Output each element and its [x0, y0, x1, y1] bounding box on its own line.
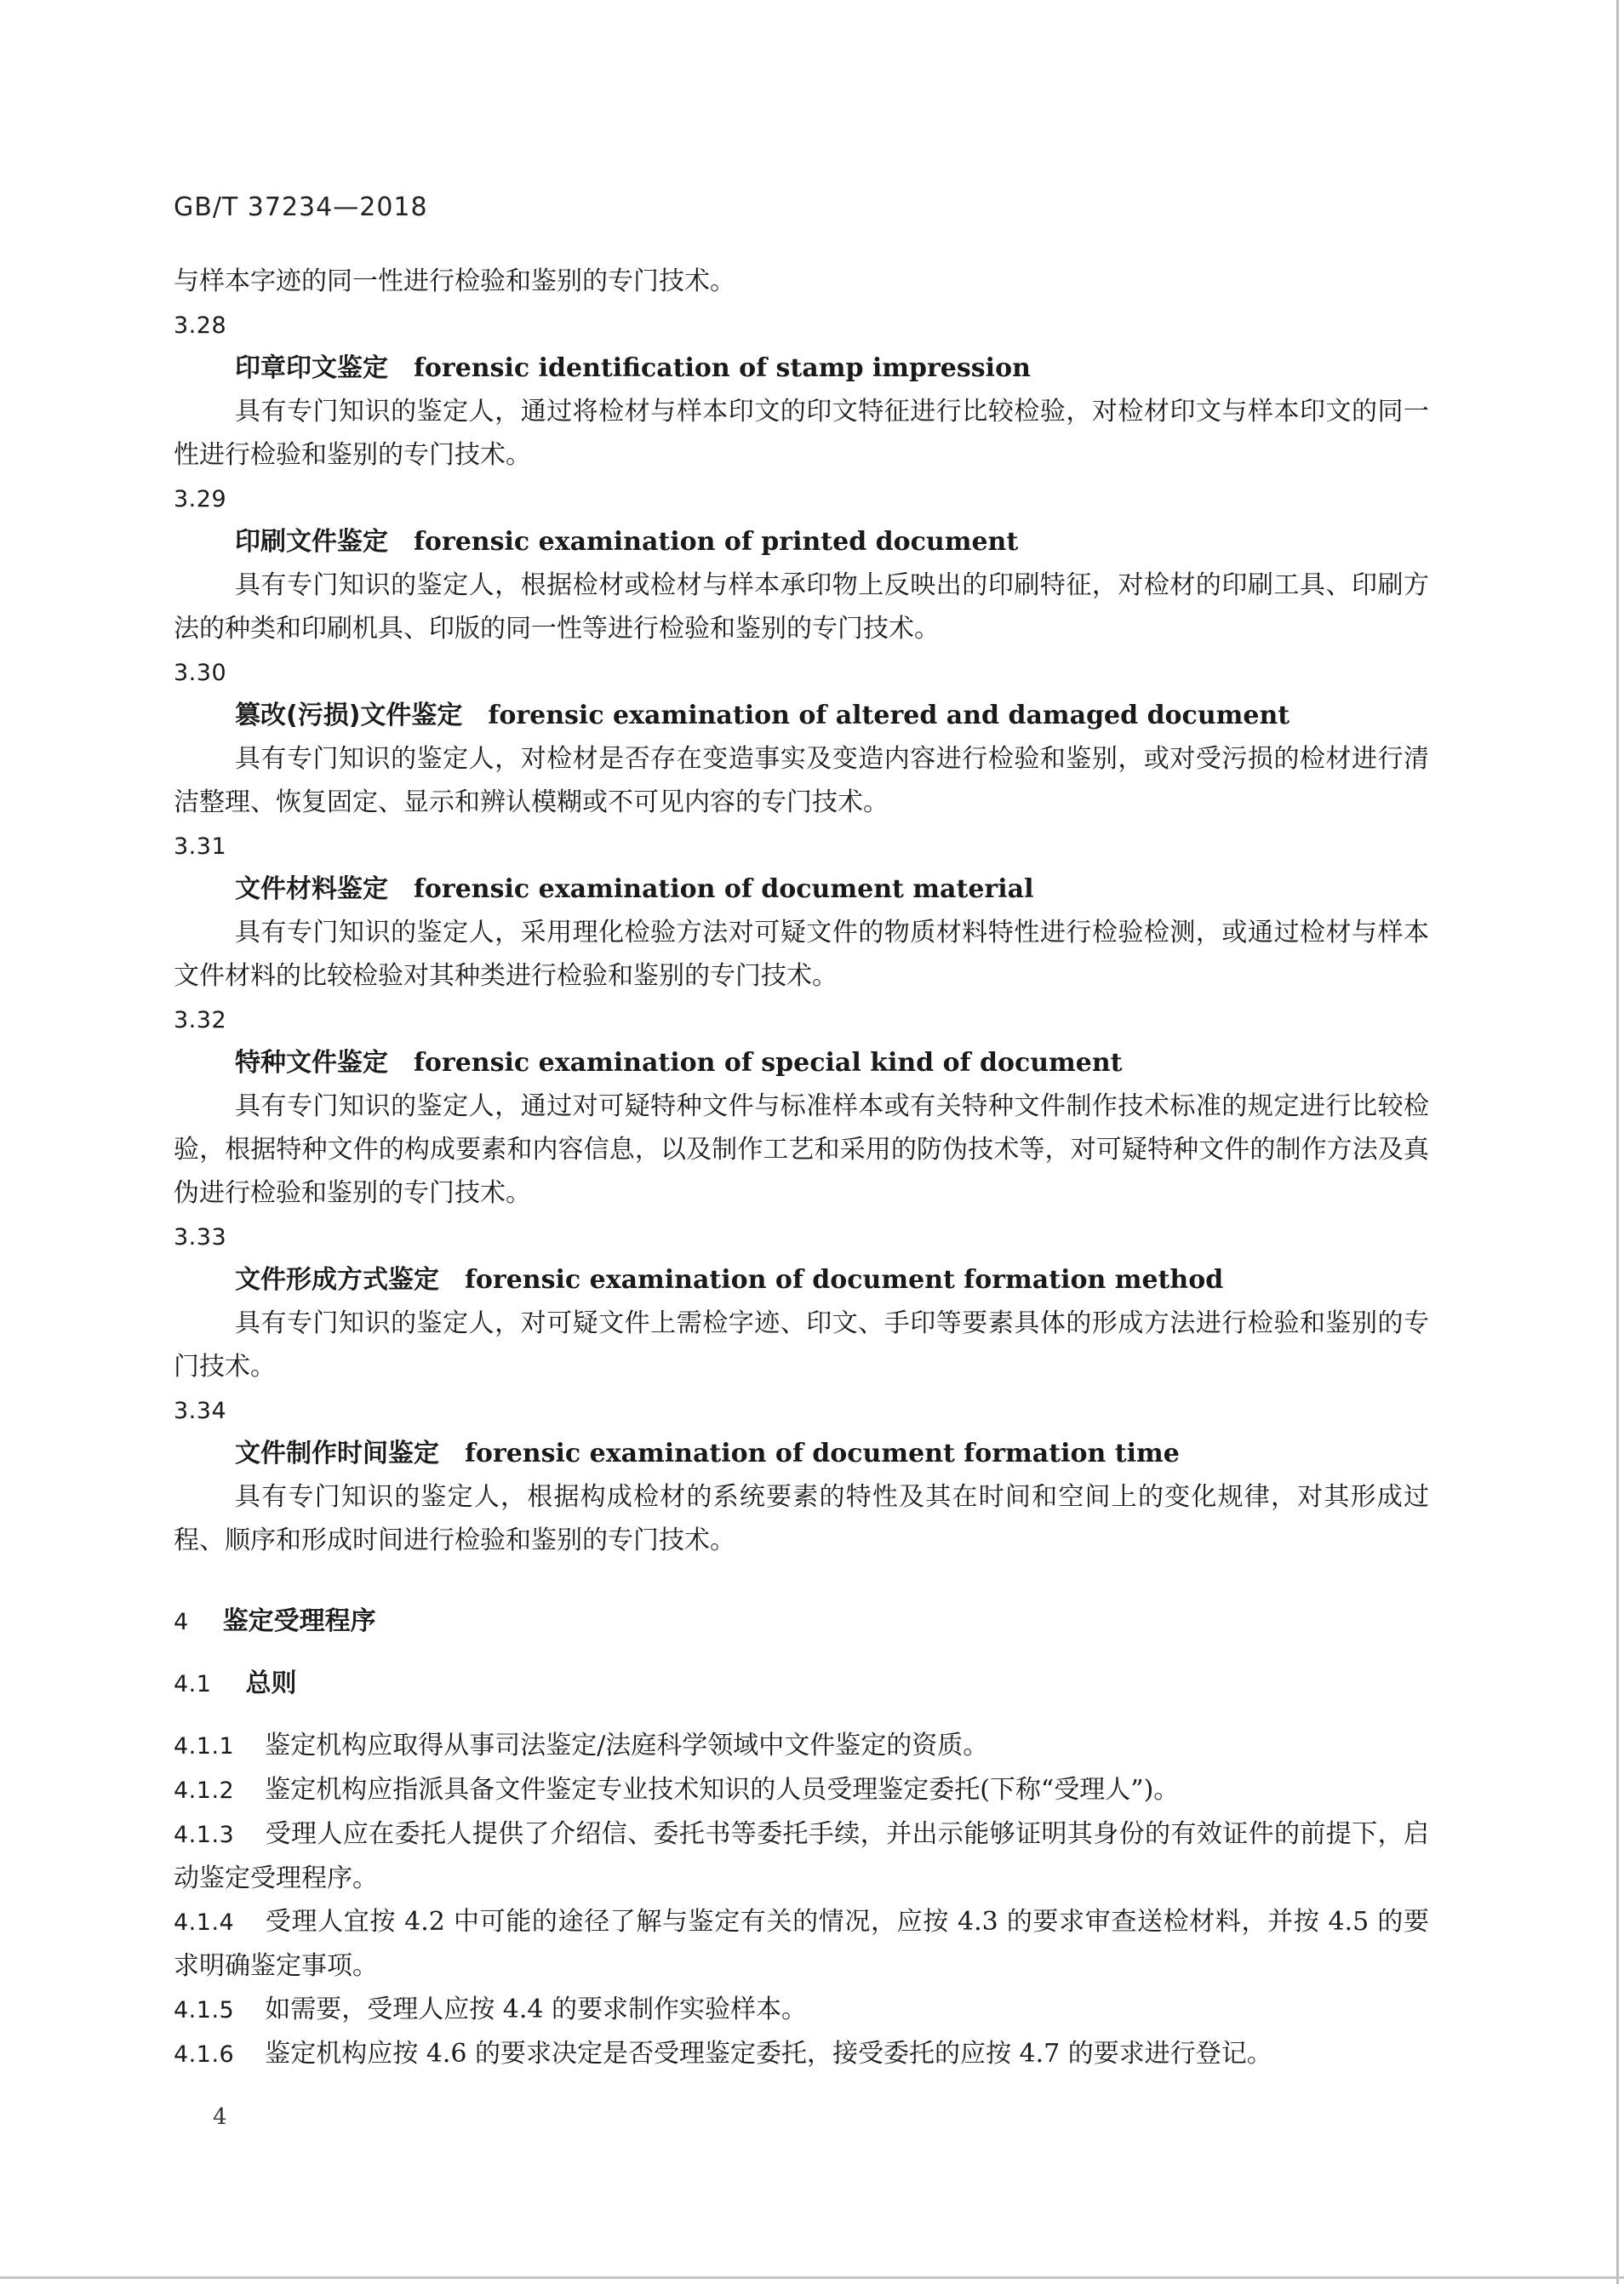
clause	[174, 2032, 1429, 2076]
clause-number: 4.1.1	[174, 1733, 235, 1760]
term-entry	[174, 477, 1429, 650]
term-zh: 文件材料鉴定	[235, 874, 388, 904]
term-definition: 具有专门知识的鉴定人，通过将检材与样本印文的印文特征进行比较检验，对检材印文与样本印文的同一性进行检验和鉴别的专门技术。	[174, 397, 1429, 470]
clause-number: 4.1.5	[174, 1997, 235, 2024]
clause-text: 鉴定机构应取得从事司法鉴定/法庭科学领域中文件鉴定的资质。	[265, 1731, 989, 1760]
section-heading	[174, 1600, 1429, 1643]
term-en: forensic examination of document formation time	[465, 1439, 1180, 1468]
clause-number: 4.1.2	[174, 1777, 235, 1804]
term-entry	[174, 998, 1429, 1215]
term-number: 3.28	[174, 312, 227, 339]
section-title: 鉴定受理程序	[222, 1606, 376, 1636]
clause	[174, 1988, 1429, 2032]
clause-text: 受理人应在委托人提供了介绍信、委托书等委托手续，并出示能够证明其身份的有效证件的前提下，启动鉴定受理程序。	[174, 1819, 1429, 1893]
subsection-title: 总则	[245, 1669, 297, 1698]
page-number: 4	[213, 2104, 227, 2130]
term-en: forensic examination of document formation method	[465, 1265, 1224, 1295]
term-number: 3.32	[174, 1007, 227, 1033]
term-number: 3.29	[174, 486, 227, 512]
document-header: GB/T 37234—2018	[174, 192, 428, 222]
term-entry	[174, 1215, 1429, 1388]
term-zh: 印章印文鉴定	[235, 353, 388, 383]
subsection-heading	[174, 1662, 1429, 1705]
clause	[174, 1724, 1429, 1768]
term-en: forensic examination of document material	[414, 874, 1034, 904]
term-number: 3.34	[174, 1398, 227, 1424]
term-en: forensic examination of altered and damaged document	[488, 701, 1290, 730]
term-entry	[174, 1388, 1429, 1562]
clause-number: 4.1.4	[174, 1909, 235, 1936]
page-edge-right	[1616, 0, 1619, 2284]
intro-line: 与样本字迹的同一性进行检验和鉴别的专门技术。	[174, 266, 735, 296]
term-definition: 具有专门知识的鉴定人，根据构成检材的系统要素的特性及其在时间和空间上的变化规律，对其形成过程、顺序和形成时间进行检验和鉴别的专门技术。	[174, 1482, 1429, 1555]
clause-number: 4.1.3	[174, 1822, 235, 1848]
term-en: forensic identification of stamp impression	[414, 353, 1031, 383]
clause-text: 鉴定机构应指派具备文件鉴定专业技术知识的人员受理鉴定委托(下称“受理人”)。	[265, 1775, 1180, 1805]
term-en: forensic examination of special kind of document	[414, 1048, 1123, 1078]
clause-number: 4.1.6	[174, 2041, 235, 2068]
clause	[174, 1900, 1429, 1988]
clause	[174, 1768, 1429, 1812]
section-number: 4	[174, 1609, 189, 1635]
term-entry	[174, 824, 1429, 998]
clause-text: 受理人宜按 4.2 中可能的途径了解与鉴定有关的情况，应按 4.3 的要求审查送检材料，并按 4.5 的要求明确鉴定事项。	[174, 1907, 1429, 1981]
term-definition: 具有专门知识的鉴定人，根据检材或检材与样本承印物上反映出的印刷特征，对检材的印刷工具、印刷方法的种类和印刷机具、印版的同一性等进行检验和鉴别的专门技术。	[174, 570, 1429, 644]
clause-text: 如需要，受理人应按 4.4 的要求制作实验样本。	[265, 1995, 807, 2024]
term-zh: 篡改(污损)文件鉴定	[235, 701, 463, 730]
clause	[174, 1812, 1429, 1900]
term-entry	[174, 650, 1429, 824]
term-definition: 具有专门知识的鉴定人，通过对可疑特种文件与标准样本或有关特种文件制作技术标准的规定进行比较检验，根据特种文件的构成要素和内容信息，以及制作工艺和采用的防伪技术等，对可疑特种文件的制作方法及真伪进行检验和鉴别的专门技术。	[174, 1091, 1429, 1208]
term-number: 3.31	[174, 833, 227, 860]
subsection-number: 4.1	[174, 1671, 212, 1697]
term-zh: 文件制作时间鉴定	[235, 1439, 439, 1468]
term-zh: 印刷文件鉴定	[235, 527, 388, 557]
term-entry	[174, 303, 1429, 477]
document-body	[174, 260, 1429, 2076]
term-definition: 具有专门知识的鉴定人，对可疑文件上需检字迹、印文、手印等要素具体的形成方法进行检验和鉴别的专门技术。	[174, 1308, 1429, 1382]
page-edge-bottom	[0, 2276, 1624, 2279]
term-definition: 具有专门知识的鉴定人，对检材是否存在变造事实及变造内容进行检验和鉴别，或对受污损的检材进行清洁整理、恢复固定、显示和辨认模糊或不可见内容的专门技术。	[174, 744, 1429, 817]
term-en: forensic examination of printed document	[414, 527, 1019, 557]
clause-text: 鉴定机构应按 4.6 的要求决定是否受理鉴定委托，接受委托的应按 4.7 的要求进行登记。	[265, 2039, 1272, 2069]
term-zh: 特种文件鉴定	[235, 1048, 388, 1078]
term-definition: 具有专门知识的鉴定人，采用理化检验方法对可疑文件的物质材料特性进行检验检测，或通过检材与样本文件材料的比较检验对其种类进行检验和鉴别的专门技术。	[174, 918, 1429, 991]
term-number: 3.33	[174, 1224, 227, 1251]
term-zh: 文件形成方式鉴定	[235, 1265, 439, 1295]
term-number: 3.30	[174, 660, 227, 686]
